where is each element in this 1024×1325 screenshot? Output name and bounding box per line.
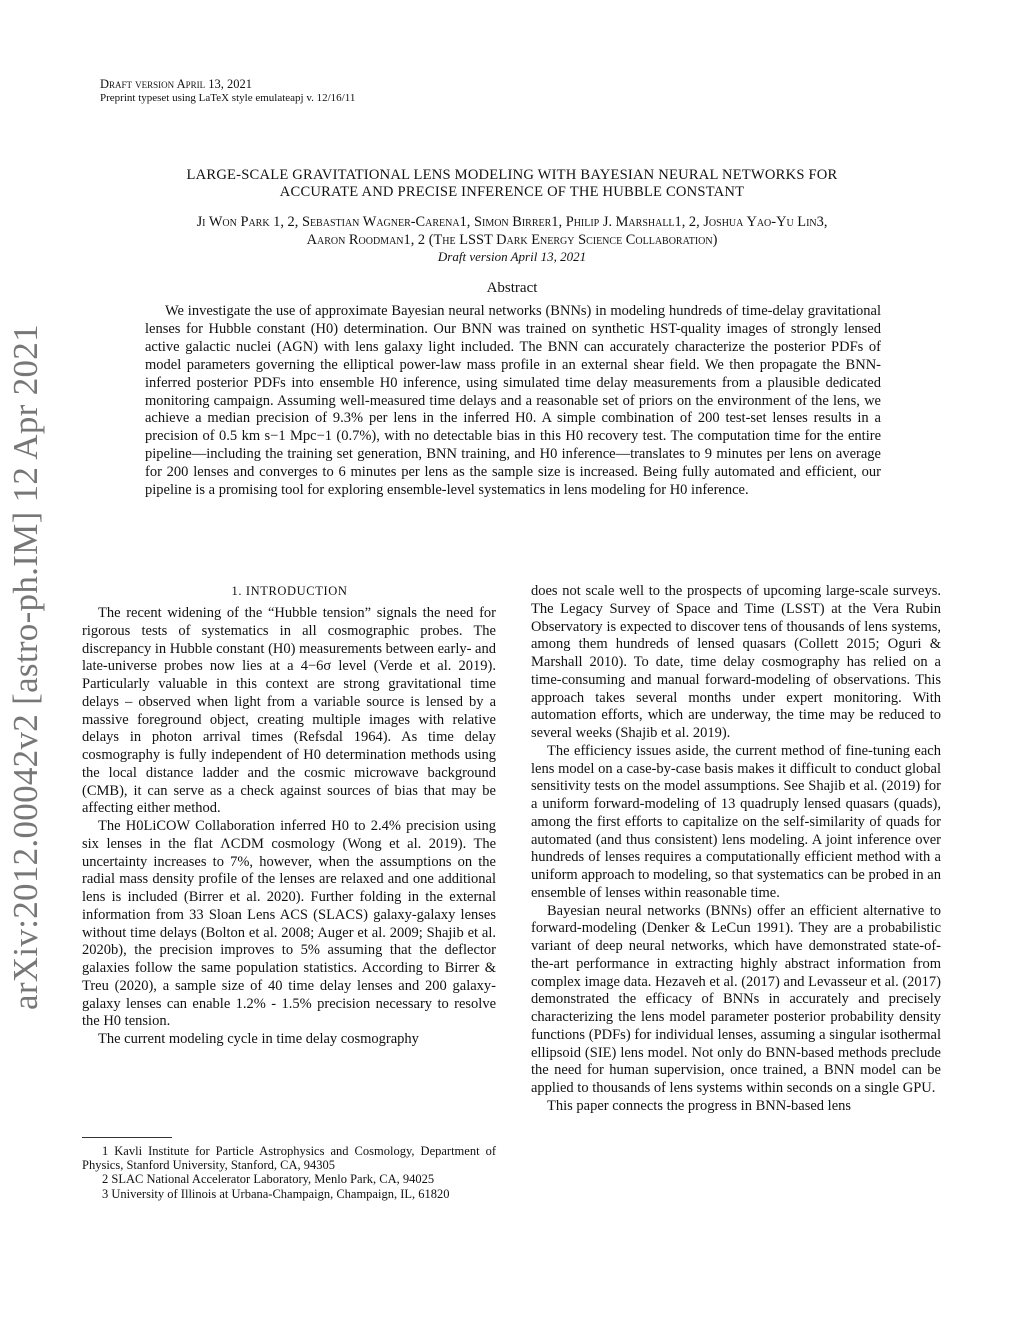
left-paragraph-1: The recent widening of the “Hubble tension” signals the need for rigorous tests of systematics in all cosmographic probes. The discrepancy in Hubble constant (H0) measurements between early- and late-universe probes now lies at a 4−6σ level (Verde et al. 2019). Particularly valuable in this context are strong gravitational time delays – observed when light from a variable source is lensed by a massive foreground object, creating multiple images with relative delays in photon arrival times (Refsdal 1964). As time delay cosmography is fully independent of H0 determination methods using the local distance ladder and the cosmic microwave background (CMB), it can serve as a check against sources of bias that may be affecting either method.: [82, 605, 496, 817]
section-heading-introduction: 1. INTRODUCTION: [231, 584, 348, 598]
arxiv-stamp[interactable]: arXiv:2012.00042v2 [astro-ph.IM] 12 Apr 2021: [6, 324, 45, 1010]
left-paragraph-3: The current modeling cycle in time delay cosmography: [98, 1031, 419, 1047]
right-paragraph-2: The efficiency issues aside, the current method of fine-tuning each lens model on a case-by-case basis makes it difficult to conduct global sensitivity tests on the model assumptions. See Shajib et al. (2019) for a uniform forward-modeling of 13 quadruply lensed quasars (quads), among the first efforts to capitalize on the self-similarity of quads for automated (and thus consistent) lens modeling. A joint inference over hundreds of lenses requires a computationally efficient method with a uniform approach to modeling, so that systematics can be probed in an ensemble of lenses within reasonable time.: [531, 742, 941, 901]
author-list: [80, 213, 944, 249]
footnote-2: 2 SLAC National Accelerator Laboratory, Menlo Park, CA, 94025: [102, 1172, 435, 1187]
running-header: [100, 77, 355, 105]
title-line-2: ACCURATE AND PRECISE INFERENCE OF THE HUBBLE CONSTANT: [279, 184, 745, 200]
right-column: [531, 583, 941, 1116]
right-paragraph-1: does not scale well to the prospects of upcoming large-scale surveys. The Legacy Survey of Space and Time (LSST) at the Vera Rubin Observatory is expected to discover tens of thousands of lens systems, among them hundreds of lensed quasars (Collett 2015; Oguri & Marshall 2010). To date, time delay cosmography has relied on a time-consuming and manual forward-modeling of observations. This approach takes several months under expert monitoring. With automation efforts, which are underway, the time may be reduced to several weeks (Shajib et al. 2019).: [531, 583, 941, 741]
footnote-3: 3 University of Illinois at Urbana-Champaign, Champaign, IL, 61820: [102, 1186, 450, 1201]
preprint-line: Preprint typeset using LaTeX style emulateapj v. 12/16/11: [100, 92, 356, 104]
right-paragraph-3: Bayesian neural networks (BNNs) offer an efficient alternative to forward-modeling (Denker & LeCun 1991). They are a probabilistic variant of deep neural networks, which have demonstrated state-of-the-art performance in extracting highly abstract information from complex image data. Hezaveh et al. (2017) and Levasseur et al. (2017) demonstrated the efficacy of BNNs in accurately and precisely characterizing the lens model parameter posterior probability density functions (PDFs) for individual lenses, assuming a singular isothermal ellipsoid (SIE) lens model. Not only do BNN-based methods preclude the need for human supervision, once trained, a BNN model can be applied to thousands of lens systems within seconds on a single GPU.: [531, 902, 941, 1096]
authors-line-2: Aaron Roodman1, 2 (The LSST Dark Energy Science Collaboration): [306, 232, 718, 248]
right-paragraph-4: This paper connects the progress in BNN-based lens: [547, 1097, 852, 1114]
footnote-rule: [82, 1137, 172, 1138]
abstract-heading: Abstract: [486, 280, 538, 296]
abstract-text: We investigate the use of approximate Bayesian neural networks (BNNs) in modeling hundreds of time-delay gravitational lenses for Hubble constant (H0) determination. Our BNN was trained on synthetic HST-quality images of strongly lensed active galactic nuclei (AGN) with lens galaxy light included. The BNN can accurately characterize the posterior PDFs of model parameters governing the elliptical power-law mass profile in an external shear field. We then propagate the BNN-inferred posterior PDFs into ensemble H0 inference, using simulated time delay measurements from a plausible dedicated monitoring campaign. Assuming well-measured time delays and a reasonable set of priors on the environment of the lens, we achieve a median precision of 9.3% per lens in the inferred H0. A simple combination of 200 test-set lenses results in a precision of 0.5 km s−1 Mpc−1 (0.7%), with no detectable bias in this H0 recovery test. The computation time for the entire pipeline—including the training set generation, BNN training, and H0 inference—translates to 9 minutes per lens on average for 200 lenses and converges to 6 minutes per lens as the sample size is increased. Being fully automated and efficient, our pipeline is a promising tool for exploring ensemble-level systematics in lens modeling for H0 inference.: [145, 303, 881, 499]
title-line-1: LARGE-SCALE GRAVITATIONAL LENS MODELING WITH BAYESIAN NEURAL NETWORKS FOR: [186, 167, 838, 183]
left-paragraph-2: The H0LiCOW Collaboration inferred H0 to 2.4% precision using six lenses in the flat ΛCDM cosmology (Wong et al. 2019). The uncertainty increases to 7%, however, when the assumptions on the radial mass density profile of the lenses are relaxed and one additional lens is included (Birrer et al. 2020). Further folding in the external information from 33 Sloan Lens ACS (SLACS) galaxy-galaxy lenses without time delays (Bolton et al. 2008; Auger et al. 2009; Shajib et al. 2020b), the precision improves to 5% assuming that the deflector galaxies follow the same population statistics. According to Birrer & Treu (2020), a sample size of 40 time delay lenses and 200 galaxy-galaxy lenses can enable 1.2% - 1.5% precision necessary to resolve the H0 tension.: [82, 818, 496, 1030]
draft-line: Draft version April 13, 2021: [100, 77, 252, 91]
footnote-1: 1 Kavli Institute for Particle Astrophysics and Cosmology, Department of Physics, Stanford University, Stanford, CA, 94305: [82, 1144, 496, 1173]
left-column: [82, 605, 496, 1049]
footnotes: [82, 1144, 496, 1201]
authors-line-1: Ji Won Park 1, 2, Sebastian Wagner-Carena1, Simon Birrer1, Philip J. Marshall1, 2, Joshua Yao-Yu Lin3,: [196, 214, 828, 230]
paper-title: [100, 167, 924, 201]
draft-version: Draft version April 13, 2021: [437, 249, 587, 264]
